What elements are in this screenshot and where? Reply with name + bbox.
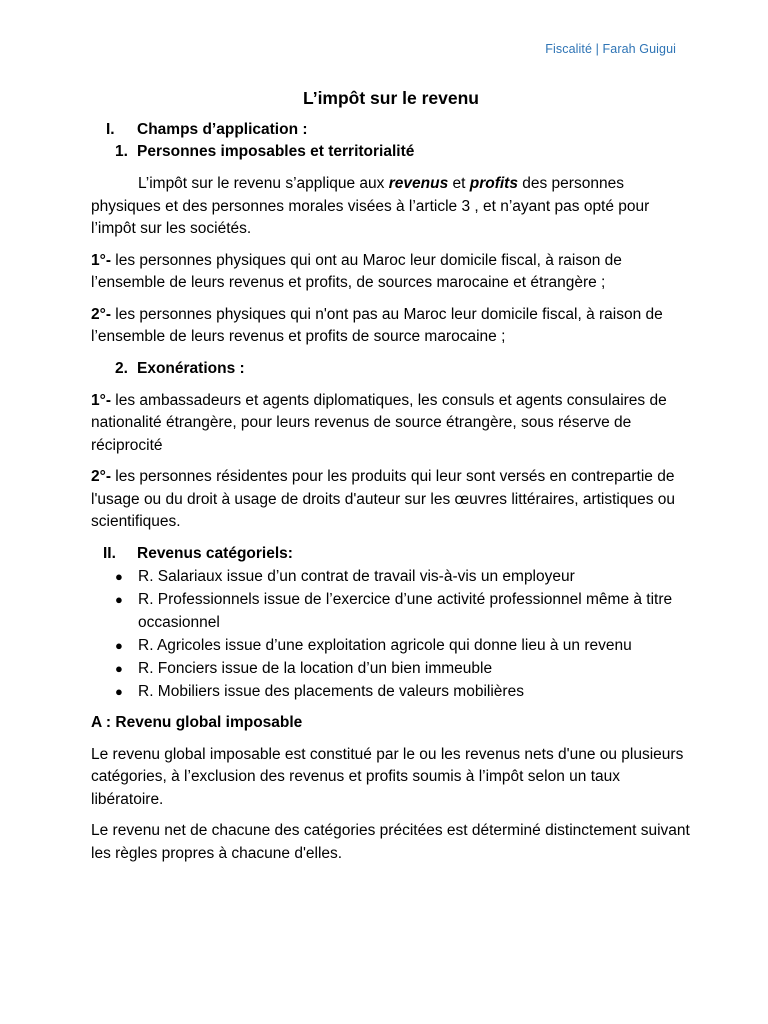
subsection-1-title: Personnes imposables et territorialité	[137, 143, 415, 160]
intro-text-1: L’impôt sur le revenu s’applique aux	[138, 175, 389, 192]
list-item	[91, 565, 691, 588]
page-header: Fiscalité | Farah Guigui	[545, 42, 676, 56]
subsection-1-heading	[91, 141, 691, 163]
list-item-text: R. Agricoles issue d’une exploitation agricole qui donne lieu à un revenu	[138, 636, 632, 654]
item-label: 2°-	[91, 468, 111, 485]
item-text: les ambassadeurs et agents diplomatiques, les consuls et agents consulaires de nationalité étrangère, pour leurs revenus de source étrangère, sous réserve de réciprocité	[91, 391, 667, 454]
section-1-title: Champs d’application :	[137, 121, 308, 138]
exoneration-item-1	[91, 390, 691, 458]
list-item-text: R. Salariaux issue d’un contrat de travail vis-à-vis un employeur	[138, 567, 575, 585]
section-a-heading: A : Revenu global imposable	[91, 713, 303, 731]
subsection-2-title: Exonérations :	[137, 359, 245, 377]
bullet-icon: ●	[115, 683, 123, 699]
list-item	[91, 634, 691, 657]
item-label: 1°-	[91, 391, 111, 409]
list-item-text: R. Professionnels issue de l’exercice d’une activité professionnel même à titre occasionnel	[138, 590, 673, 631]
item-label: 2°-	[91, 305, 111, 323]
subsection-2-number: 2.	[115, 359, 128, 377]
subsection-1-number: 1.	[115, 143, 128, 160]
document-body	[91, 86, 691, 874]
list-item-text: R. Mobiliers issue des placements de valeurs mobilières	[138, 682, 524, 700]
intro-text-3: des personnes physiques et des personnes morales visées à l’article 3 , et n’ayant pas opté pour l’impôt sur les sociétés.	[91, 175, 650, 237]
bullet-icon: ●	[115, 568, 123, 584]
intro-paragraph	[91, 173, 691, 241]
section-1-heading	[91, 119, 691, 141]
bullet-icon: ●	[115, 591, 123, 607]
section-2-numeral: II.	[103, 544, 116, 562]
list-item	[91, 657, 691, 680]
list-item-text: R. Fonciers issue de la location d’un bien immeuble	[138, 659, 493, 677]
intro-emphasis-profits: profits	[469, 175, 518, 192]
section-1-numeral: I.	[106, 121, 115, 138]
bullet-icon: ●	[115, 637, 123, 653]
section-2-heading	[91, 543, 691, 565]
bullet-icon: ●	[115, 660, 123, 676]
item-text: les personnes résidentes pour les produits qui leur sont versés en contrepartie de l'usage ou du droit à usage de droits d'auteur sur les œuvres littéraires, artistiques ou scientifiques.	[91, 468, 676, 530]
imposable-item-1	[91, 250, 691, 295]
exoneration-item-2	[91, 466, 691, 534]
intro-emphasis-revenus: revenus	[388, 175, 449, 192]
item-label: 1°-	[91, 251, 111, 269]
item-text: les personnes physiques qui ont au Maroc leur domicile fiscal, à raison de l’ensemble de leurs revenus et profits, de sources marocaine et étrangère ;	[91, 251, 622, 291]
list-item	[91, 680, 691, 703]
revenus-categoriels-list	[91, 565, 691, 703]
section-a-paragraph-2: Le revenu net de chacune des catégories précitées est déterminé distinctement suivant les règles propres à chacune d'elles.	[91, 822, 690, 862]
subsection-2-heading	[91, 358, 691, 380]
section-2-title: Revenus catégoriels:	[137, 544, 293, 562]
document-title: L’impôt sur le revenu	[302, 88, 480, 108]
intro-text-2: et	[448, 175, 470, 192]
item-text: les personnes physiques qui n'ont pas au Maroc leur domicile fiscal, à raison de l’ensemble de leurs revenus et profits de source marocaine ;	[91, 305, 663, 345]
imposable-item-2	[91, 304, 691, 349]
list-item	[91, 588, 691, 634]
section-a-paragraph-1: Le revenu global imposable est constitué par le ou les revenus nets d'une ou plusieurs catégories, à l’exclusion des revenus et profits soumis à l’impôt selon un taux libératoire.	[91, 745, 684, 808]
